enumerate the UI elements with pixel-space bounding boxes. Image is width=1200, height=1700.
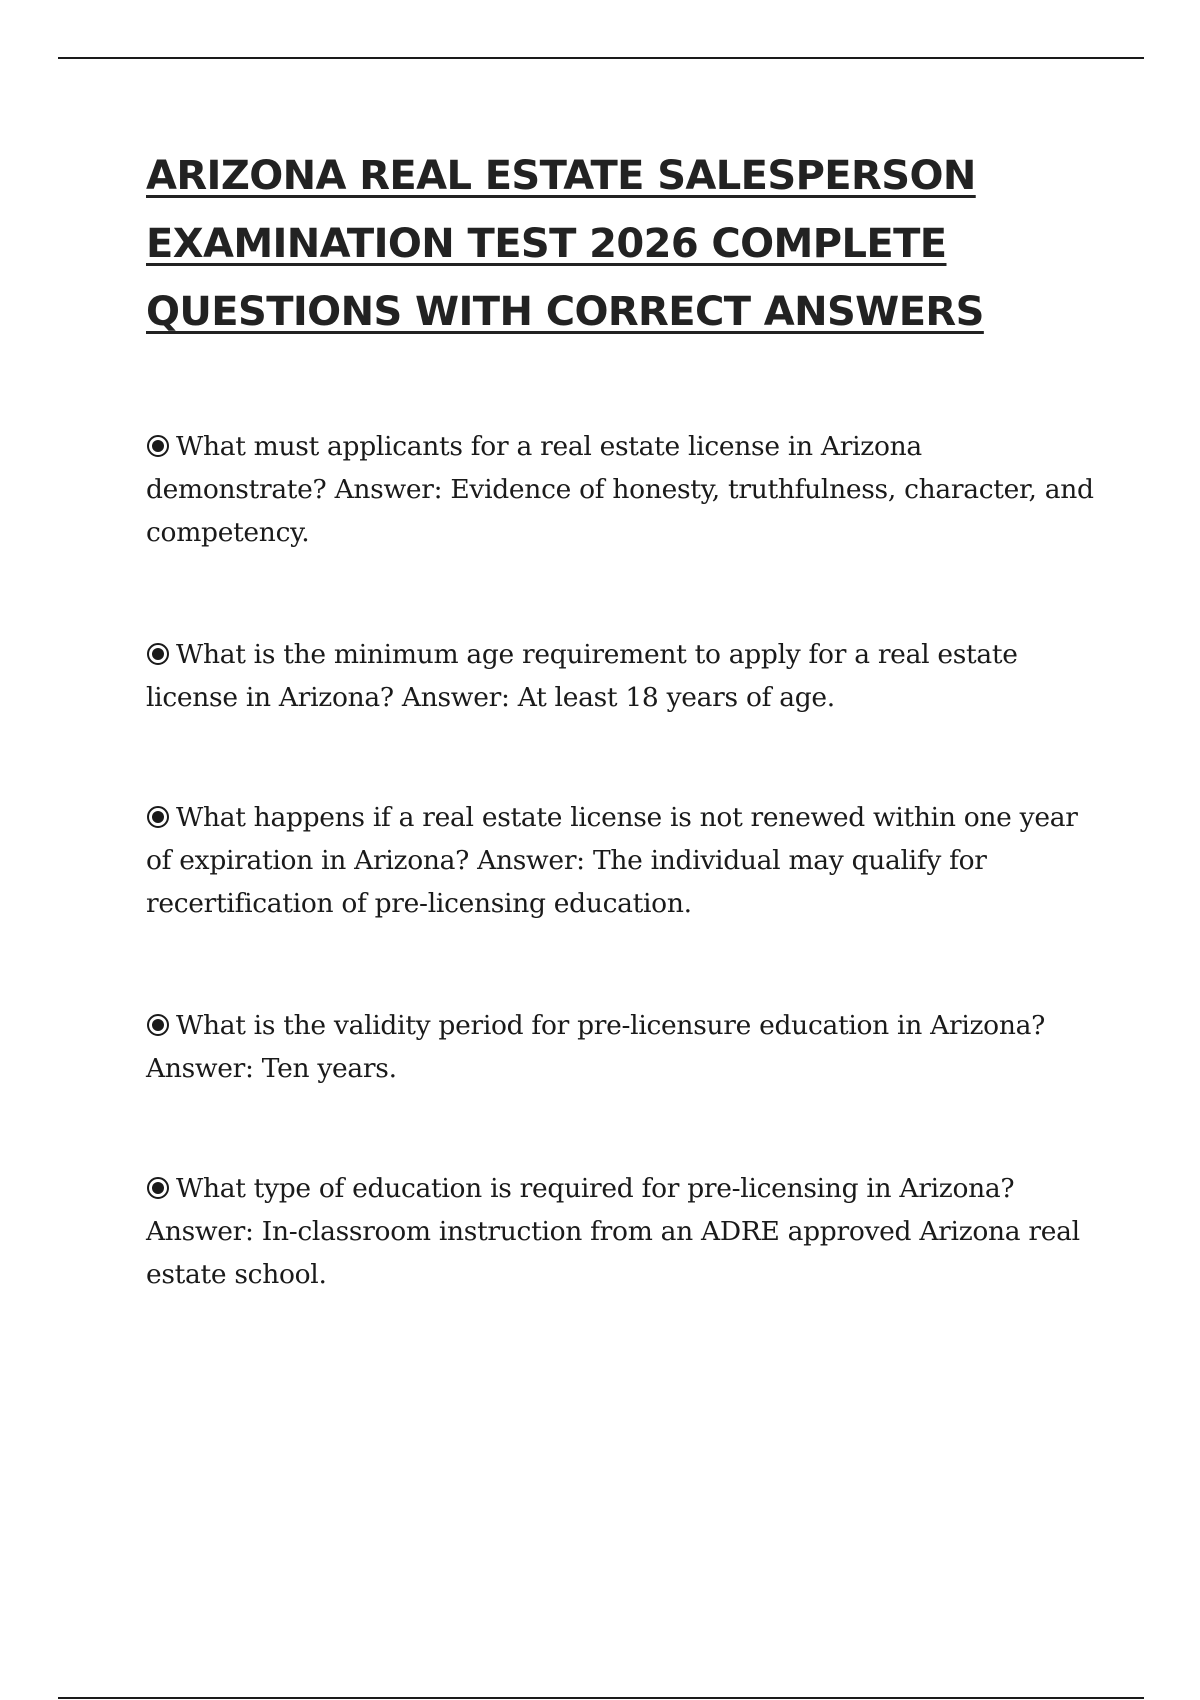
fisheye-bullet-icon bbox=[146, 1013, 170, 1037]
title-line-2: EXAMINATION TEST 2026 COMPLETE bbox=[146, 221, 947, 267]
question-item-4 bbox=[146, 1004, 1106, 1090]
question-item-2 bbox=[146, 633, 1106, 719]
fisheye-bullet-icon bbox=[146, 642, 170, 666]
question-item-1 bbox=[146, 425, 1106, 554]
fisheye-bullet-icon bbox=[146, 434, 170, 458]
question-text: What type of education is required for pre-licensing in Arizona? Answer: In-classroom instruction from an ADRE approved Arizona real estate school. bbox=[146, 1173, 1080, 1290]
bottom-rule bbox=[58, 1697, 1144, 1699]
question-text: What must applicants for a real estate license in Arizona demonstrate? Answer: Evidence of honesty, truthfulness, character, and competency. bbox=[146, 431, 1094, 548]
document-title bbox=[146, 142, 1106, 346]
question-item-3 bbox=[146, 796, 1106, 925]
question-text: What is the validity period for pre-licensure education in Arizona? Answer: Ten years. bbox=[146, 1010, 1045, 1084]
fisheye-bullet-icon bbox=[146, 805, 170, 829]
title-line-1: ARIZONA REAL ESTATE SALESPERSON bbox=[146, 153, 976, 199]
question-text: What happens if a real estate license is not renewed within one year of expiration in Arizona? Answer: The individual may qualify for recertification of pre-licensing education. bbox=[146, 802, 1078, 919]
title-line-3: QUESTIONS WITH CORRECT ANSWERS bbox=[146, 289, 984, 335]
top-rule bbox=[58, 57, 1144, 59]
question-item-5 bbox=[146, 1167, 1106, 1296]
question-text: What is the minimum age requirement to apply for a real estate license in Arizona? Answer: At least 18 years of age. bbox=[146, 639, 1018, 713]
fisheye-bullet-icon bbox=[146, 1176, 170, 1200]
